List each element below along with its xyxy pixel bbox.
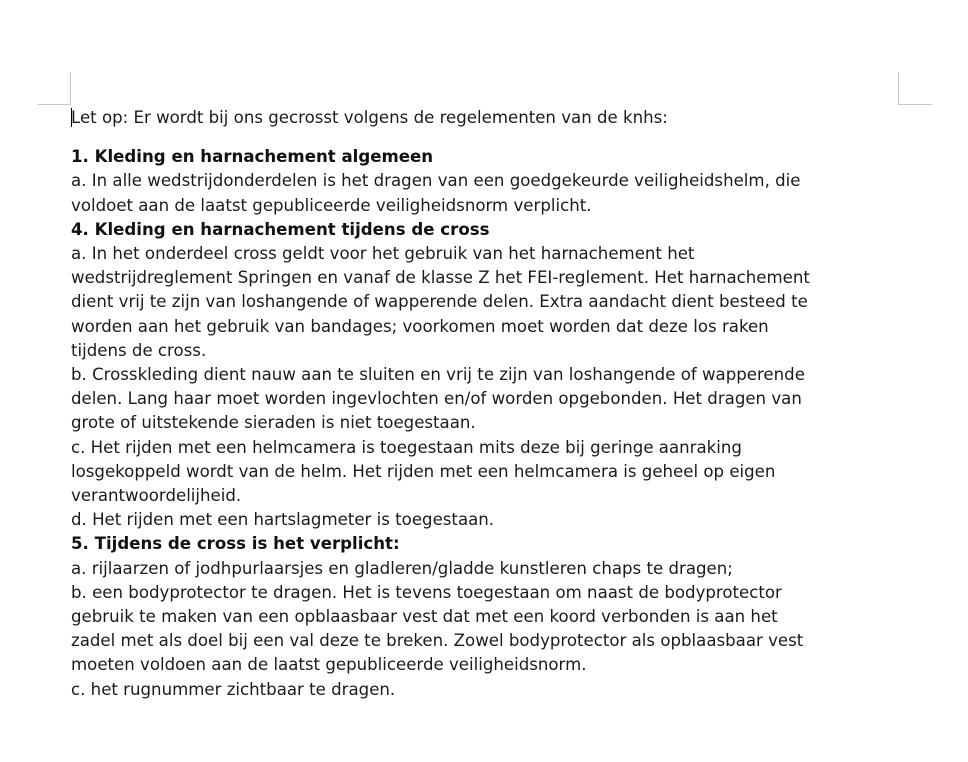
section-5-line: moeten voldoen aan de laatst gepubliceerde veiligheidsnorm.: [71, 655, 587, 675]
section-4-line: wedstrijdreglement Springen en vanaf de klasse Z het FEI-reglement. Het harnachement: [71, 268, 810, 288]
section-4-line: d. Het rijden met een hartslagmeter is toegestaan.: [71, 510, 495, 530]
section-heading-5: 5. Tijdens de cross is het verplicht:: [71, 534, 400, 554]
section-5-line: gebruik te maken van een opblaasbaar vest dat met een koord verbonden is aan het: [71, 607, 778, 627]
section-4-line: c. Het rijden met een helmcamera is toegestaan mits deze bij geringe aanraking: [71, 437, 742, 457]
section-5-line: b. een bodyprotector te dragen. Het is tevens toegestaan om naast de bodyprotector: [71, 582, 782, 602]
document-body[interactable]: [71, 106, 901, 702]
section-4-line: grote of uitstekende sieraden is niet toegestaan.: [71, 413, 476, 433]
section-4-line: a. In het onderdeel cross geldt voor het gebruik van het harnachement het: [71, 244, 695, 264]
intro-text: Let op: Er wordt bij ons gecrosst volgens de regelementen van de knhs:: [71, 108, 668, 127]
section-1-line: voldoet aan de laatst gepubliceerde veiligheidsnorm verplicht.: [71, 195, 592, 215]
section-heading-4: 4. Kleding en harnachement tijdens de cross: [71, 219, 490, 239]
section-4-line: losgekoppeld wordt van de helm. Het rijden met een helmcamera is geheel op eigen: [71, 461, 776, 481]
section-4-line: delen. Lang haar moet worden ingevlochten en/of worden opgebonden. Het dragen van: [71, 389, 802, 409]
intro-paragraph[interactable]: [71, 106, 901, 130]
section-5-line: c. het rugnummer zichtbaar te dragen.: [71, 679, 396, 699]
section-5-line: a. rijlaarzen of jodhpurlaarsjes en gladleren/gladde kunstleren chaps te dragen;: [71, 558, 733, 578]
section-heading-1: 1. Kleding en harnachement algemeen: [71, 147, 434, 167]
section-4-line: tijdens de cross.: [71, 340, 207, 360]
section-4-line: dient vrij te zijn van loshangende of wapperende delen. Extra aandacht dient besteed te: [71, 292, 808, 312]
top-left-margin-mark: [38, 72, 71, 105]
section-5-line: zadel met als doel bij een val deze te breken. Zowel bodyprotector als opblaasbaar vest: [71, 631, 804, 651]
top-right-margin-mark: [898, 72, 932, 105]
section-4-line: worden aan het gebruik van bandages; voorkomen moet worden dat deze los raken: [71, 316, 769, 336]
section-1-line: a. In alle wedstrijdonderdelen is het dragen van een goedgekeurde veiligheidshelm, die: [71, 171, 801, 191]
section-4-line: verantwoordelijheid.: [71, 486, 242, 506]
section-4-line: b. Crosskleding dient nauw aan te sluiten en vrij te zijn van loshangende of wapperende: [71, 365, 805, 385]
